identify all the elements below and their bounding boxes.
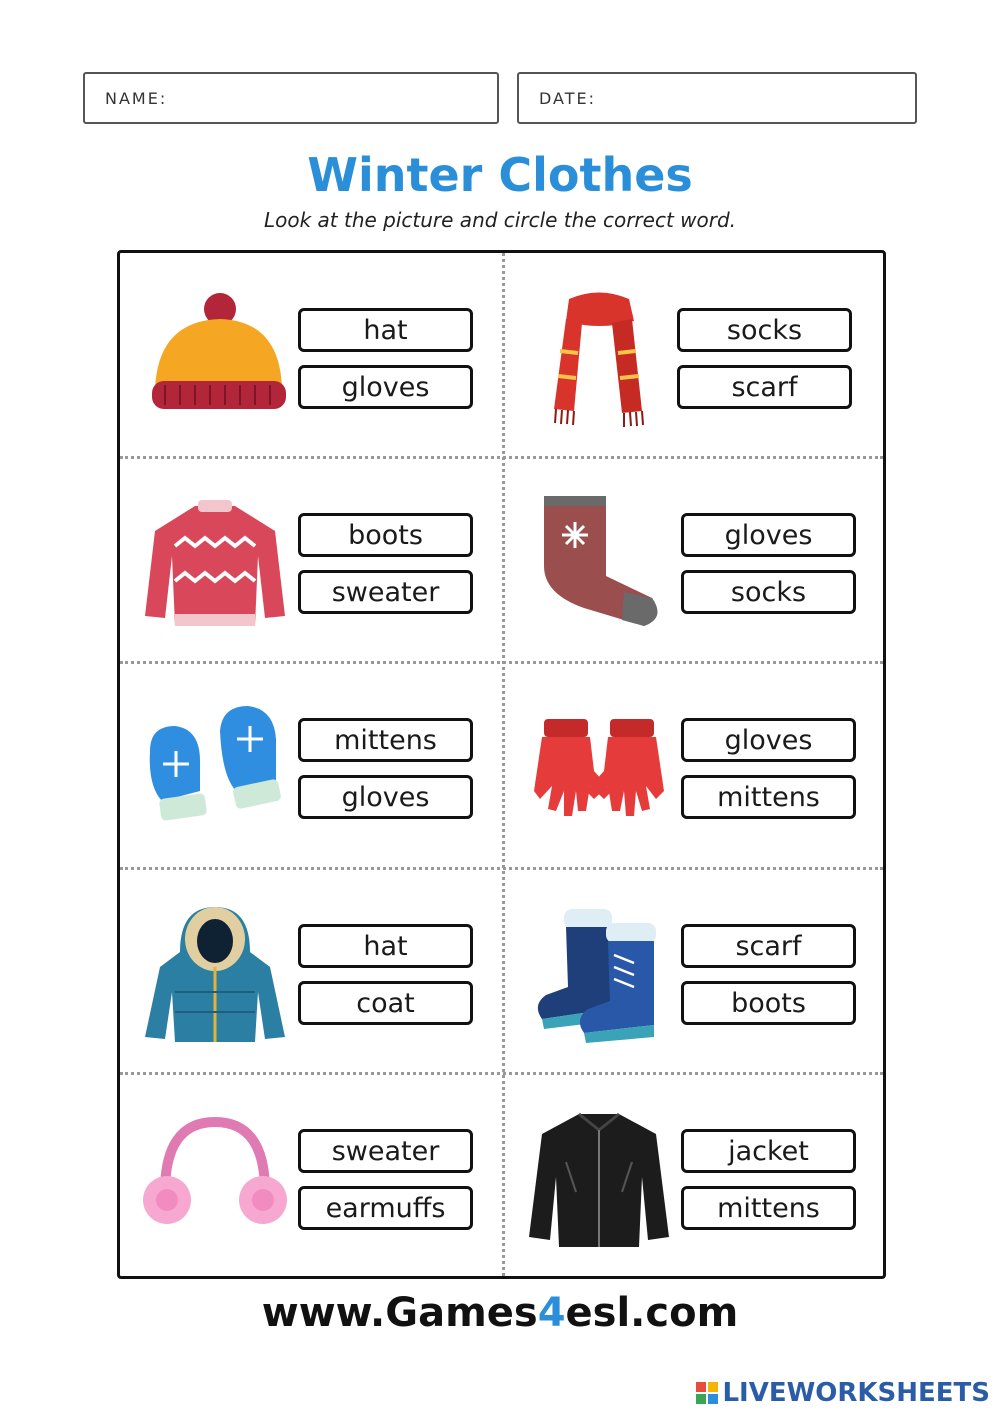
mittens-icon xyxy=(140,691,290,841)
option-hat[interactable]: hat xyxy=(298,308,473,352)
option-boots[interactable]: boots xyxy=(681,981,856,1025)
option-gloves[interactable]: gloves xyxy=(681,513,856,557)
gloves-icon xyxy=(524,691,674,841)
item-cell-jacket xyxy=(504,1074,886,1279)
item-cell-scarf xyxy=(504,253,886,458)
instruction-text: Look at the picture and circle the correct word. xyxy=(263,208,737,232)
site-url-suffix: esl.com xyxy=(565,1290,739,1336)
option-earmuffs[interactable]: earmuffs xyxy=(298,1186,473,1230)
option-gloves[interactable]: gloves xyxy=(298,365,473,409)
item-cell-boots xyxy=(504,869,886,1074)
option-mittens[interactable]: mittens xyxy=(681,1186,856,1230)
item-cell-gloves xyxy=(504,663,886,868)
item-cell-hat xyxy=(120,253,502,458)
option-gloves[interactable]: gloves xyxy=(298,775,473,819)
liveworksheets-brand xyxy=(696,1378,990,1408)
jacket-icon xyxy=(524,1102,674,1252)
date-label: DATE: xyxy=(539,88,597,108)
option-jacket[interactable]: jacket xyxy=(681,1129,856,1173)
option-socks[interactable]: socks xyxy=(677,308,852,352)
scarf-icon xyxy=(524,281,674,431)
option-mittens[interactable]: mittens xyxy=(298,718,473,762)
hat-icon xyxy=(140,281,290,431)
option-socks[interactable]: socks xyxy=(681,570,856,614)
option-gloves[interactable]: gloves xyxy=(681,718,856,762)
option-sweater[interactable]: sweater xyxy=(298,570,473,614)
option-scarf[interactable]: scarf xyxy=(677,365,852,409)
site-url-four: 4 xyxy=(537,1290,566,1336)
site-url[interactable] xyxy=(0,1290,1000,1336)
item-cell-socks xyxy=(504,458,886,663)
coat-icon xyxy=(140,897,290,1047)
name-label: NAME: xyxy=(105,88,168,108)
liveworksheets-logo-icon xyxy=(696,1382,718,1404)
site-url-prefix: www.Games xyxy=(261,1290,538,1336)
boots-icon xyxy=(524,897,674,1047)
name-field[interactable] xyxy=(83,72,499,124)
sock-icon xyxy=(524,486,674,636)
option-scarf[interactable]: scarf xyxy=(681,924,856,968)
option-boots[interactable]: boots xyxy=(298,513,473,557)
option-sweater[interactable]: sweater xyxy=(298,1129,473,1173)
option-hat[interactable]: hat xyxy=(298,924,473,968)
item-cell-sweater xyxy=(120,458,502,663)
option-mittens[interactable]: mittens xyxy=(681,775,856,819)
worksheet-grid xyxy=(117,250,886,1279)
date-field[interactable] xyxy=(517,72,917,124)
earmuffs-icon xyxy=(140,1102,290,1252)
page-title: Winter Clothes xyxy=(307,148,693,202)
sweater-icon xyxy=(140,486,290,636)
item-cell-coat xyxy=(120,869,502,1074)
item-cell-mittens xyxy=(120,663,502,868)
option-coat[interactable]: coat xyxy=(298,981,473,1025)
liveworksheets-text: LIVEWORKSHEETS xyxy=(722,1378,990,1408)
item-cell-earmuffs xyxy=(120,1074,502,1279)
